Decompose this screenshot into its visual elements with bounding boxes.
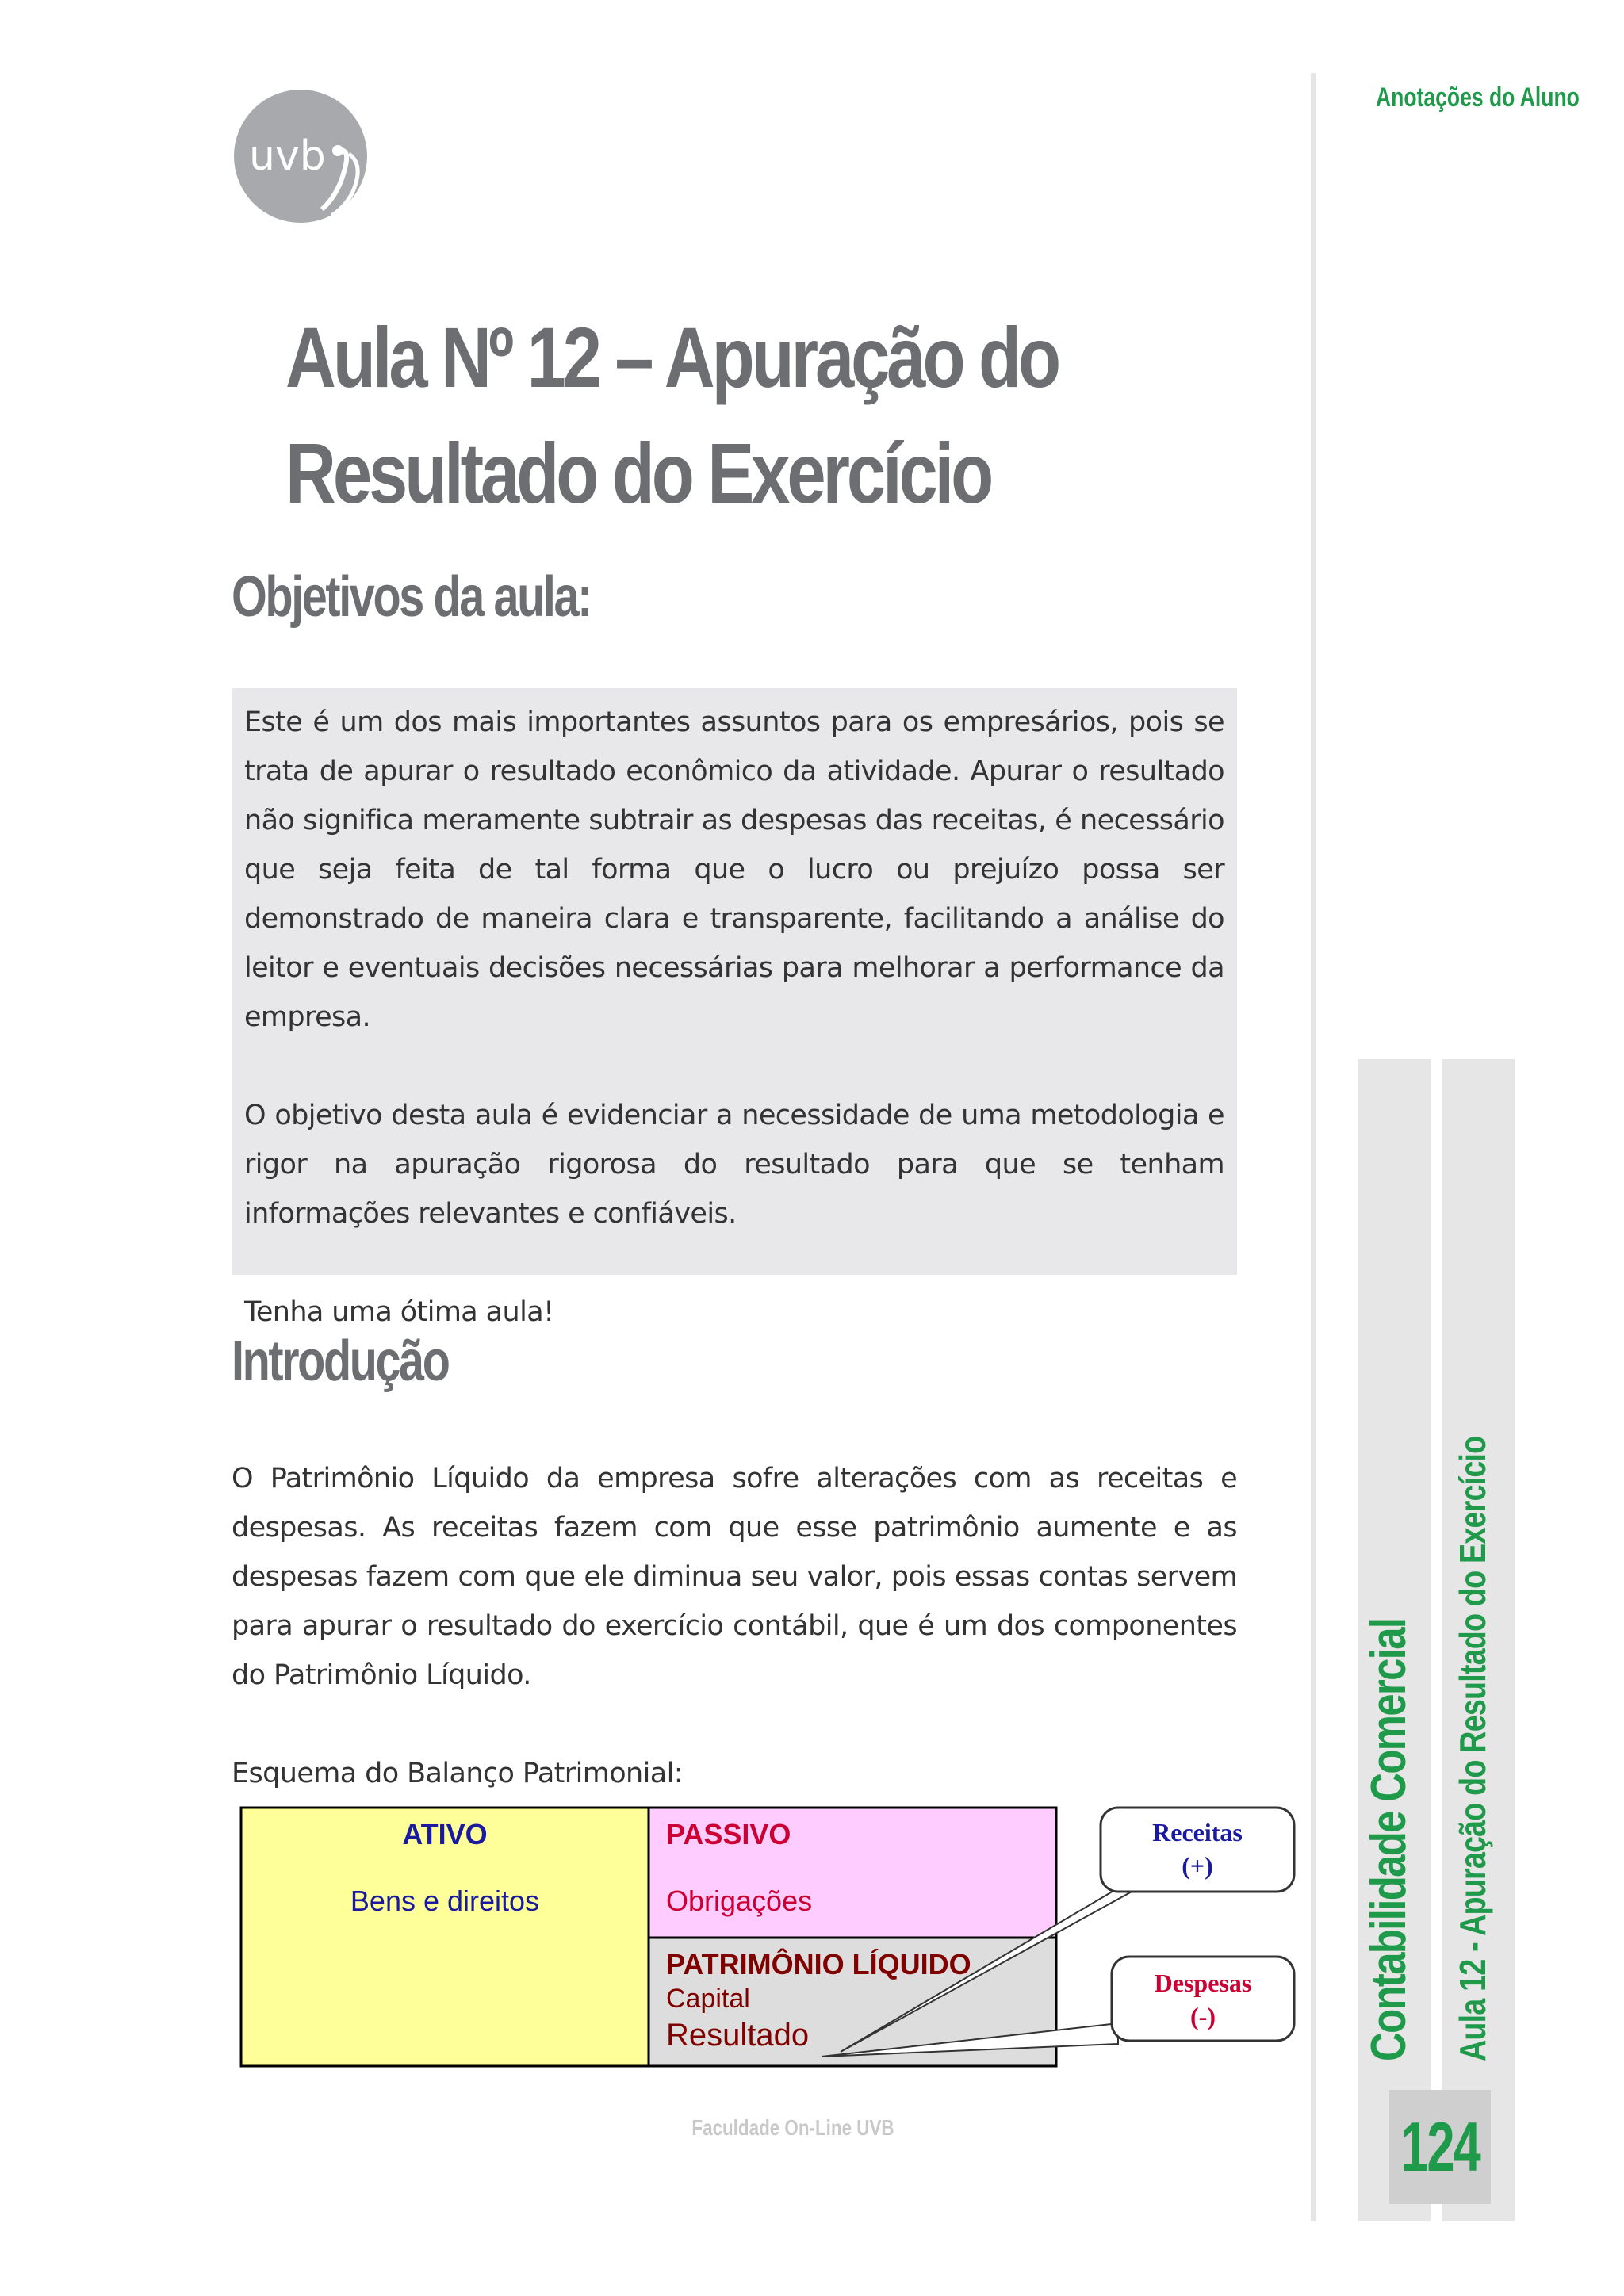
- receitas-label: Receitas: [1152, 1818, 1243, 1846]
- page-title: [285, 300, 1066, 531]
- balance-sheet-diagram: [238, 1804, 1300, 2074]
- page-number-box: [1389, 2090, 1491, 2204]
- ativo-subtitle: Bens e direitos: [350, 1885, 540, 1917]
- passivo-subtitle: Obrigações: [666, 1885, 813, 1917]
- objectives-box: [232, 688, 1237, 1328]
- pl-resultado: Resultado: [666, 2018, 810, 2053]
- intro-paragraph: O Patrimônio Líquido da empresa sofre alterações com as receitas e despesas. As receitas fazem com que esse patrimônio aumente e as despesas fazem com que ele diminua seu valor, pois essas contas servem para apurar o resultado do exercício contábil, que é um dos componentes do Patrimônio Líquido.: [232, 1463, 1237, 1691]
- course-title: Contabilidade Comercial: [1362, 1618, 1416, 2061]
- lesson-title: Aula 12 - Apuração do Resultado do Exercício: [1452, 1436, 1493, 2061]
- pl-title: PATRIMÔNIO LÍQUIDO: [666, 1948, 971, 1980]
- passivo-title: PASSIVO: [666, 1818, 791, 1850]
- notes-label: Anotações do Aluno: [1376, 82, 1580, 113]
- footer-text: Faculdade On-Line UVB: [691, 2115, 894, 2140]
- ativo-title: ATIVO: [402, 1818, 488, 1850]
- title-line-1: Aula Nº 12 – Apuração do: [285, 309, 1058, 405]
- notes-divider: [1311, 73, 1316, 2221]
- objectives-paragraph-1: Este é um dos mais importantes assuntos para os empresários, pois se trata de apurar o resultado econômico da atividade. Apurar o resultado não significa meramente subtrair as despesas das receitas, é necessário que seja feita de tal forma que o lucro ou prejuízo possa ser demonstrado de maneira clara e transparente, facilitando a análise do leitor e eventuais decisões necessárias para melhorar a performance da empresa.: [244, 706, 1224, 1033]
- objectives-paragraph-2: O objetivo desta aula é evidenciar a necessidade de uma metodologia e rigor na apuração rigorosa do resultado para que se tenham informações relevantes e confiáveis.: [244, 1100, 1224, 1230]
- pl-capital: Capital: [666, 1984, 750, 2014]
- despesas-sign: (-): [1190, 2002, 1216, 2030]
- title-line-2: Resultado do Exercício: [285, 425, 991, 521]
- objectives-heading: Objetivos da aula:: [232, 565, 591, 629]
- logo-text: uvb: [249, 132, 326, 180]
- intro-heading: Introdução: [232, 1330, 449, 1393]
- page-number: 124: [1400, 2107, 1480, 2186]
- despesas-label: Despesas: [1154, 1969, 1252, 1997]
- diagram-caption: Esquema do Balanço Patrimonial:: [232, 1758, 683, 1789]
- receitas-sign: (+): [1182, 1851, 1213, 1880]
- uvb-logo: [233, 89, 368, 224]
- objectives-paragraph-3: Tenha uma ótima aula!: [244, 1296, 554, 1328]
- intro-section: [232, 1454, 1237, 1798]
